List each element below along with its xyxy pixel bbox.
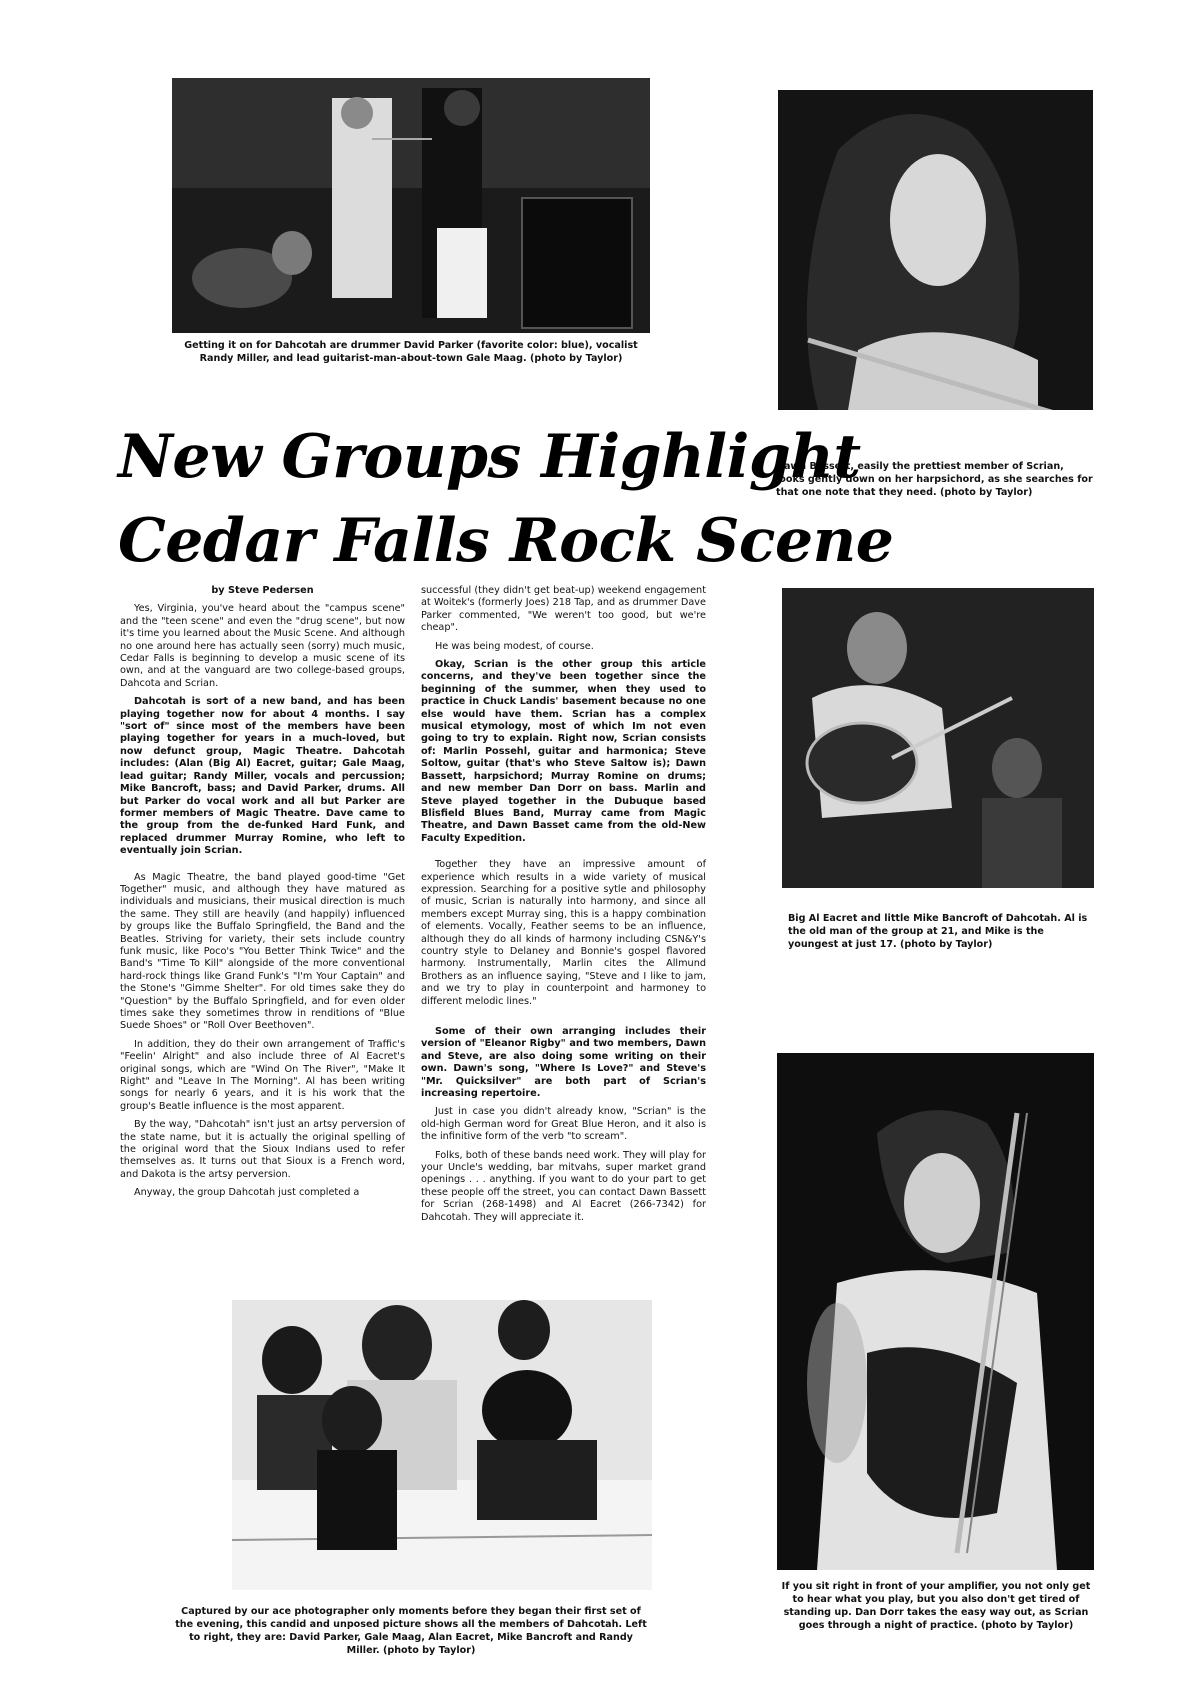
article-paragraph: He was being modest, of course. <box>435 640 594 652</box>
headline-line-2: Cedar Falls Rock Scene <box>118 506 894 576</box>
photo-dawn-bassett <box>778 90 1093 410</box>
photo-dahcotah-group <box>232 1300 652 1590</box>
article-paragraph: As Magic Theatre, the band played good-time "Get Together" music, and although they have matured as individuals and musicians, their musical direction is much the same. They still are heavily (and happily) influenced by groups like the Buffalo Springfield, the Band and the Beatles. Striving for variety, their sets include country funk music, like Poco's "You Better Think Twice" and the Band's "Time To Kill" alongside of the more conventional hard-rock things like Grand Funk's "I'm Your Captain" and the Stone's "Gimme Shelter". For old times sake they do "Question" by the Buffalo Springfield, and for even older times sake they sometimes throw in renditions of "Blue Suede Shoes" or "Roll Over Beethoven". <box>120 871 405 1032</box>
photo-dan-dorr-amplifier <box>777 1053 1094 1570</box>
article-column-2 <box>421 585 706 1230</box>
article-column-1 <box>120 585 405 1206</box>
article-paragraph: successful (they didn't get beat-up) weekend engagement at Woitek's (formerly Joes) 218 Tap, and as drummer Dave Parker commented, "We weren't too good, but we're cheap". <box>421 585 706 634</box>
article-paragraph: Just in case you didn't already know, "Scrian" is the old-high German word for Great Blue Heron, and it also is the infinitive form of the verb "to scream". <box>421 1106 706 1143</box>
caption-amplifier-photo: If you sit right in front of your amplifier, you not only get to hear what you play, but you also don't get tired of standing up. Dan Dorr takes the easy way out, as Scrian goes through a night of practice. (photo by Taylor) <box>781 1581 1091 1631</box>
photo-al-and-mike <box>782 588 1094 888</box>
photo-band-on-stage <box>172 78 650 333</box>
caption-group-photo: Captured by our ace photographer only moments before they began their first set of the evening, this candid and unposed picture shows all the members of Dahcotah. Left to right, they are: David Parker, Gale Maag, Alan Eacret, Mike Bancroft and Randy Miller. (photo by Taylor) <box>175 1606 647 1656</box>
article-paragraph: Okay, Scrian is the other group this article concerns, and they've been together since the beginning of the summer, when they used to practice in Chuck Landis' basement because no one else would have them. Scrian has a complex musical etymology, most of which Im not even going to try to explain. Right now, Scrian consists of: Marlin Possehl, guitar and harmonica; Steve Soltow, guitar (that's who Steve Saltow is); Dawn Bassett, harpsichord; Murray Romine on drums; and new member Dan Dorr on bass. Marlin and Steve played together in the Dubuque based Blisfield Blues Band, Murray came from Magic Theatre, and Dawn Basset came from the old-New Faculty Expedition. <box>421 659 706 844</box>
article-paragraph: Dahcotah is sort of a new band, and has been playing together now for about 4 months. I say "sort of" since most of the members have been playing together for years in a much-loved, but now defunct group, Magic Theatre. Dahcotah includes: (Alan (Big Al) Eacret, guitar; Gale Maag, lead guitar; Randy Miller, vocals and percussion; Mike Bancroft, bass; and David Parker, drums. All but Parker do vocal work and all but Parker are former members of Magic Theatre. Dave came to the group from the de-funked Hard Funk, and replaced drummer Murray Romine, who left to eventually join Scrian. <box>120 696 405 857</box>
article-paragraph: In addition, they do their own arrangement of Traffic's "Feelin' Alright" and also include three of Al Eacret's original songs, which are "Wind On The River", "Make It Right" and "Leave In The Morning". Al has been writing songs for nearly 6 years, and it is his work that the group's Beatle influence is the most apparent. <box>120 1038 405 1112</box>
article-paragraph: Anyway, the group Dahcotah just completed a <box>134 1187 360 1199</box>
article-paragraph: Yes, Virginia, you've heard about the "campus scene" and the "teen scene" and even the "drug scene", but now it's time you learned about the Music Scene. And although no one around here has actually seen (sorry) much music, Cedar Falls is beginning to develop a music scene of its own, and at the vanguard are two college-based groups, Dahcota and Scrian. <box>120 603 405 689</box>
article-paragraph: Folks, both of these bands need work. They will play for your Uncle's wedding, bar mitvahs, super market grand openings . . . anything. If you want to do your part to get these people off the street, you can contact Dawn Bassett for Scrian (268-1498) and Al Eacret (266-7342) for Dahcotah. They will appreciate it. <box>421 1149 706 1223</box>
caption-dawn-photo: Dawn Bassett, easily the prettiest member of Scrian, looks gently down on her harpsichord, as she searches for that one note that they need. (photo by Taylor) <box>776 461 1093 498</box>
byline: by Steve Pedersen <box>211 585 314 596</box>
caption-al-mike-photo: Big Al Eacret and little Mike Bancroft of Dahcotah. Al is the old man of the group at 21, and Mike is the youngest at just 17. (photo by Taylor) <box>788 913 1088 950</box>
article-paragraph: By the way, "Dahcotah" isn't just an artsy perversion of the state name, but it is actually the original spelling of the original word that the Sioux Indians used to refer themselves as. It turns out that Sioux is a French word, and Dakota is the artsy perversion. <box>120 1119 405 1180</box>
article-paragraph: Some of their own arranging includes their version of "Eleanor Rigby" and two members, Dawn and Steve, are also doing some writing on their own. Dawn's song, "Where Is Love?" and Steve's "Mr. Quicksilver" are both part of Scrian's increasing repertoire. <box>421 1026 706 1100</box>
caption-top-photo: Getting it on for Dahcotah are drummer David Parker (favorite color: blue), vocalist Randy Miller, and lead guitarist-man-about-town Gale Maag. (photo by Taylor) <box>184 340 638 364</box>
article-paragraph: Together they have an impressive amount of experience which results in a wide variety of musical expression. Searching for a positive sytle and philosophy of music, Scrian is naturally into harmony, and since all members except Murray sing, this is a happy combination of elements. Vocally, Feather seems to be an influence, although they do all kinds of harmony including CSN&Y's country style to Delaney and Bonnie's gospel flavored harmony. Instrumentally, Marlin cites the Allmund Brothers as an influence saying, "Steve and I like to jam, and we try to play in counterpoint and harmoney to different melodic lines." <box>421 859 706 1007</box>
headline-line-1: New Groups Highlight <box>118 422 861 492</box>
